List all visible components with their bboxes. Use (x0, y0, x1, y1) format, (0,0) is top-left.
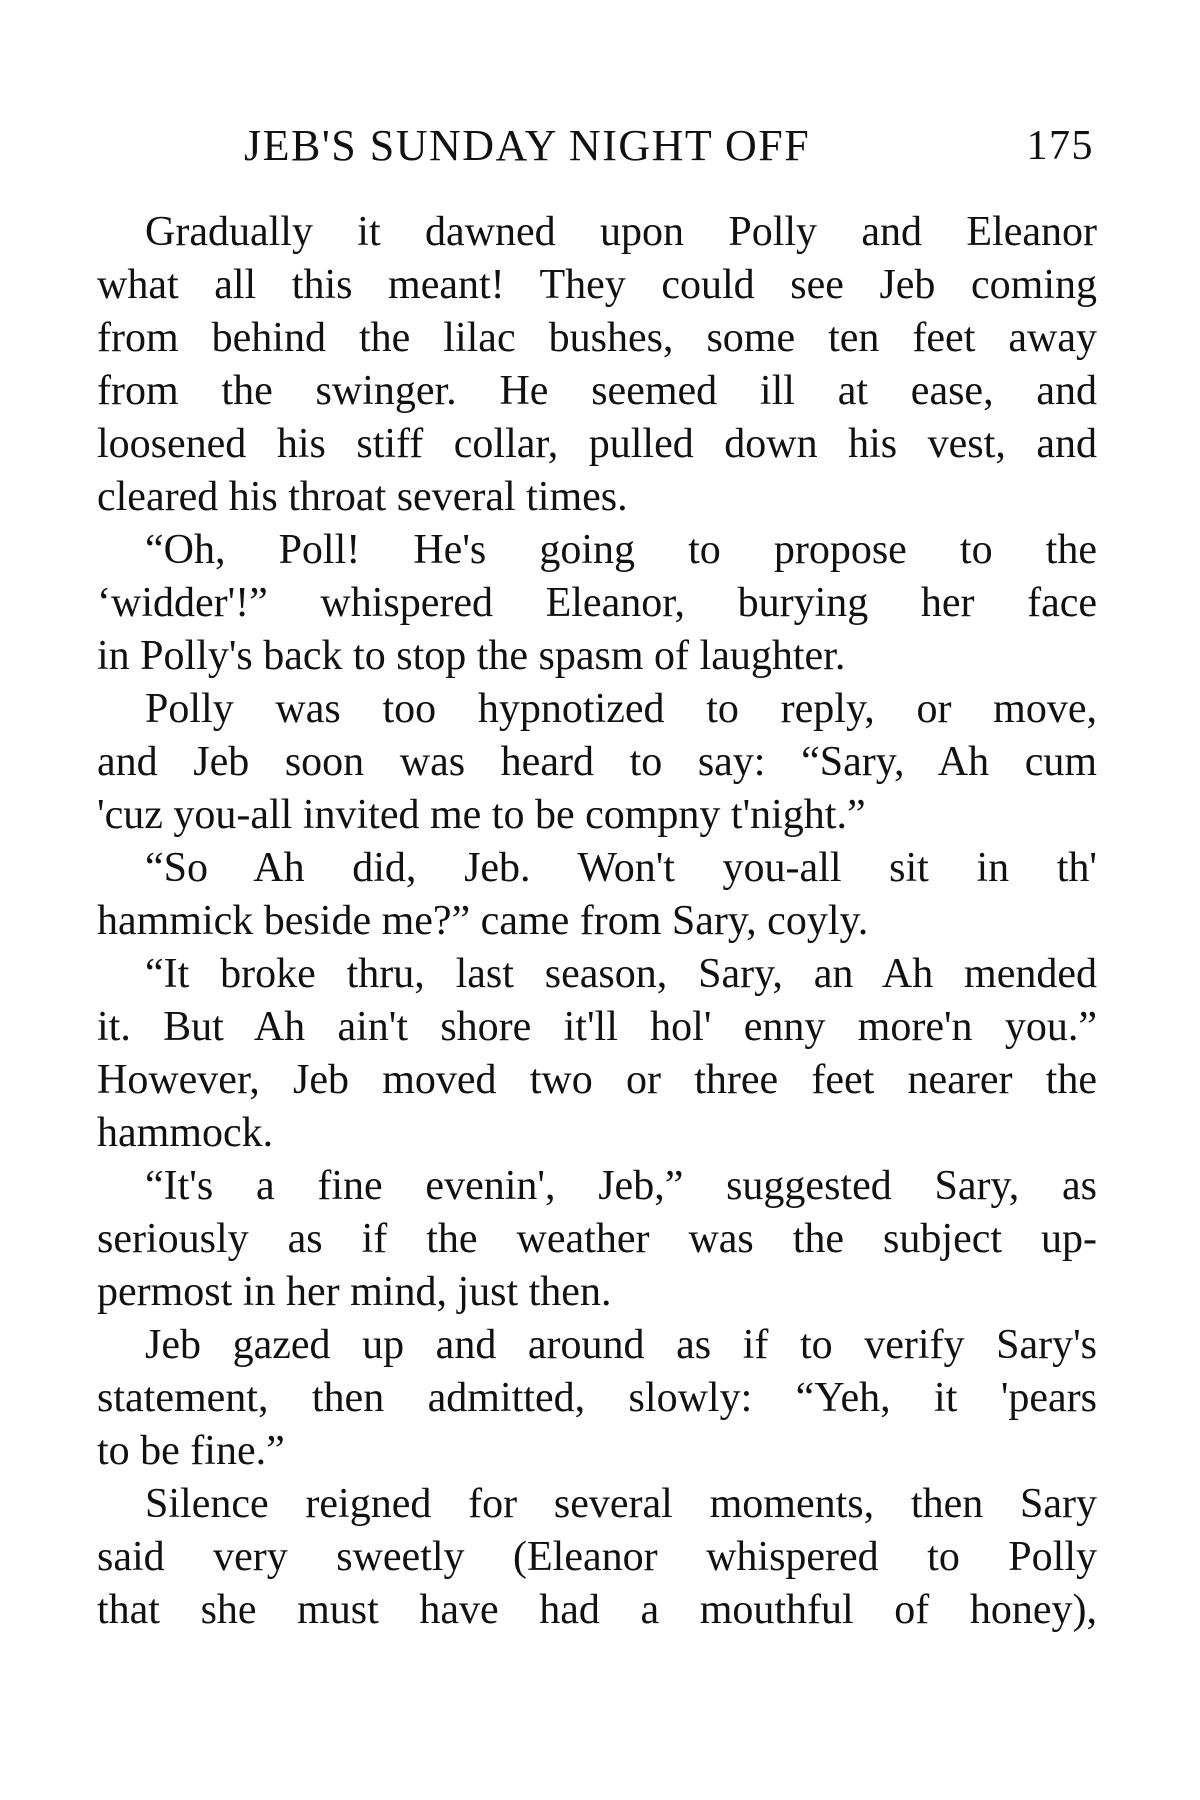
text-line: it. But Ah ain't shore it'll hol' enny more'n you.” (97, 1004, 1097, 1050)
text-line: “So Ah did, Jeb. Won't you-all sit in th' (145, 845, 1097, 891)
text-line: said very sweetly (Eleanor whispered to Polly (97, 1534, 1097, 1580)
text-line: ‘widder'!” whispered Eleanor, burying her face (97, 580, 1097, 626)
text-line: statement, then admitted, slowly: “Yeh, it 'pears (97, 1375, 1097, 1421)
text-line: from behind the lilac bushes, some ten feet away (97, 315, 1097, 361)
text-line: loosened his stiff collar, pulled down his vest, and (97, 421, 1097, 467)
text-line: However, Jeb moved two or three feet nearer the (97, 1057, 1097, 1103)
text-line: “Oh, Poll! He's going to propose to the (145, 527, 1097, 573)
running-head (244, 118, 1094, 174)
text-line: to be fine.” (97, 1428, 285, 1474)
text-line: Jeb gazed up and around as if to verify Sary's (145, 1322, 1097, 1368)
text-line: “It broke thru, last season, Sary, an Ah mended (145, 951, 1097, 997)
text-line: 'cuz you-all invited me to be compny t'night.” (97, 792, 866, 838)
running-title: JEB'S SUNDAY NIGHT OFF (244, 121, 811, 170)
text-line: seriously as if the weather was the subject up- (97, 1216, 1097, 1262)
text-line: “It's a fine evenin', Jeb,” suggested Sary, as (145, 1163, 1097, 1209)
page-number: 175 (1026, 123, 1094, 169)
text-line: and Jeb soon was heard to say: “Sary, Ah cum (97, 739, 1097, 785)
text-line: what all this meant! They could see Jeb coming (97, 262, 1097, 308)
text-line: in Polly's back to stop the spasm of laughter. (97, 633, 846, 679)
text-line: permost in her mind, just then. (97, 1269, 612, 1315)
text-line: hammock. (97, 1110, 274, 1156)
text-line: that she must have had a mouthful of honey), (97, 1587, 1097, 1633)
text-line: Silence reigned for several moments, then Sary (145, 1481, 1097, 1527)
text-line: Gradually it dawned upon Polly and Eleanor (145, 209, 1097, 255)
body-text (97, 206, 1097, 1637)
text-line: from the swinger. He seemed ill at ease, and (97, 368, 1097, 414)
text-line: Polly was too hypnotized to reply, or move, (145, 686, 1097, 732)
text-line: hammick beside me?” came from Sary, coyly. (97, 898, 869, 944)
text-line: cleared his throat several times. (97, 474, 628, 520)
